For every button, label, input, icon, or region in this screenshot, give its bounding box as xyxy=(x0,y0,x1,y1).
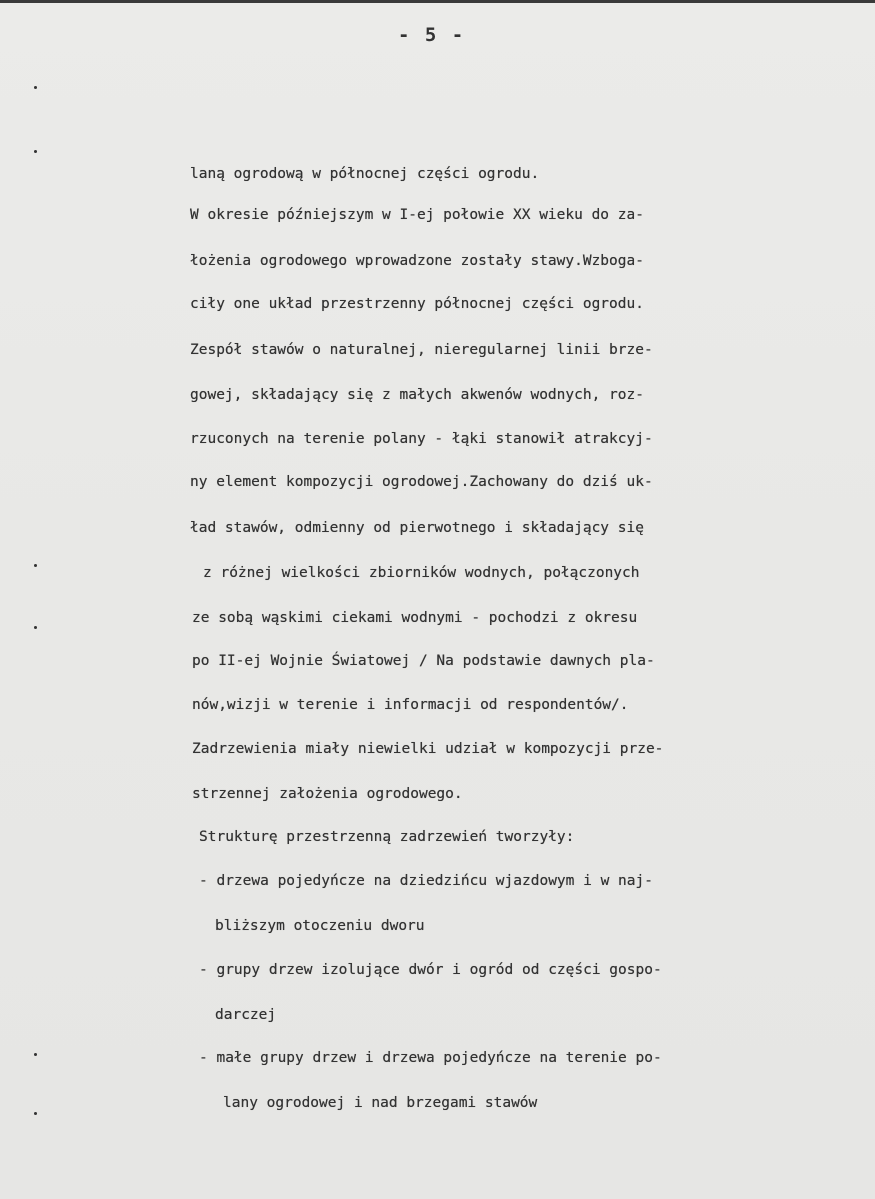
text-line: - małe grupy drzew i drzewa pojedyńcze na terenie po- xyxy=(199,1050,662,1066)
text-line: - drzewa pojedyńcze na dziedzińcu wjazdowym i w naj- xyxy=(199,873,653,889)
page-number: - 5 - xyxy=(398,24,466,46)
margin-mark xyxy=(34,150,37,153)
text-line: ciły one układ przestrzenny północnej części ogrodu. xyxy=(190,296,644,312)
page-top-edge xyxy=(0,0,875,3)
text-line: - grupy drzew izolujące dwór i ogród od części gospo- xyxy=(199,962,662,978)
margin-mark xyxy=(34,1053,37,1056)
margin-mark xyxy=(34,626,37,629)
text-line: Zadrzewienia miały niewielki udział w kompozycji prze- xyxy=(192,741,664,757)
text-line: po II-ej Wojnie Światowej / Na podstawie dawnych pla- xyxy=(192,653,655,669)
margin-mark xyxy=(34,86,37,89)
text-line: gowej, składający się z małych akwenów wodnych, roz- xyxy=(190,387,644,403)
text-line: W okresie późniejszym w I-ej połowie XX wieku do za- xyxy=(190,207,644,223)
margin-mark xyxy=(34,1112,37,1115)
text-line: Strukturę przestrzenną zadrzewień tworzyły: xyxy=(199,829,575,845)
text-line: ład stawów, odmienny od pierwotnego i składający się xyxy=(190,520,644,536)
text-line: bliższym otoczeniu dworu xyxy=(215,918,425,934)
text-line: darczej xyxy=(215,1007,277,1023)
text-line: z różnej wielkości zbiorników wodnych, połączonych xyxy=(203,565,640,581)
text-line: rzuconych na terenie polany - łąki stanowił atrakcyj- xyxy=(190,431,653,447)
text-line: nów,wizji w terenie i informacji od respondentów/. xyxy=(192,697,629,713)
text-line: ny element kompozycji ogrodowej.Zachowany do dziś uk- xyxy=(190,474,653,490)
text-line: łożenia ogrodowego wprowadzone zostały stawy.Wzboga- xyxy=(190,253,644,269)
text-line: laną ogrodową w północnej części ogrodu. xyxy=(190,166,540,182)
text-line: ze sobą wąskimi ciekami wodnymi - pochodzi z okresu xyxy=(192,610,638,626)
text-line: lany ogrodowej i nad brzegami stawów xyxy=(223,1095,538,1111)
text-line: Zespół stawów o naturalnej, nieregularnej linii brze- xyxy=(190,342,653,358)
margin-mark xyxy=(34,564,37,567)
text-line: strzennej założenia ogrodowego. xyxy=(192,786,463,802)
